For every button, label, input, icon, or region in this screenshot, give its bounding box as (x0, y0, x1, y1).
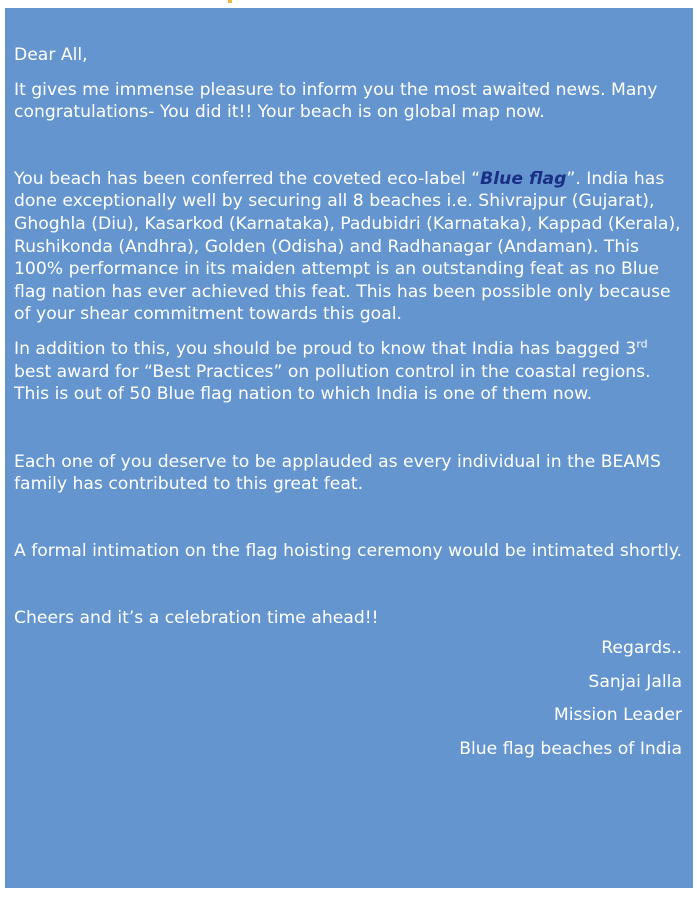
paragraph-announcement: It gives me immense pleasure to inform you the most awaited news. Many congratulations- You did it!! Your beach is on global map now. (14, 79, 658, 123)
greeting: Dear All, (14, 45, 88, 65)
signature-closing: Regards.. (601, 638, 682, 659)
paragraph-cheers: Cheers and it’s a celebration time ahead!! (14, 607, 379, 628)
best-practices-text-after: best award for “Best Practices” on pollution control in the coastal regions. This is out of 50 Blue flag nation to which India is one of them now. (14, 361, 651, 405)
signature-role: Mission Leader (553, 705, 682, 726)
paragraph-applause: Each one of you deserve to be applauded as every individual in the BEAMS family has contributed to this great feat. (14, 451, 661, 495)
eco-label-text-before: You beach has been conferred the coveted eco-label “ (14, 168, 481, 189)
ordinal-suffix: rd (636, 337, 648, 351)
paragraph-ceremony: A formal intimation on the flag hoisting ceremony would be intimated shortly. (14, 540, 683, 561)
signature-name: Sanjai Jalla (588, 671, 682, 692)
blue-flag-term: Blue flag (480, 168, 567, 189)
top-accent-mark (228, 0, 232, 3)
signature-block (14, 637, 685, 760)
eco-label-text-after: ”. India has done exceptionally well by securing all 8 beaches i.e. Shivrajpur (Gujarat), Ghoghla (Diu), Kasarkod (Karnataka), Padubidri (Karnataka), Kappad (Kerala), Rushikonda (Andhra), Golden (Odisha) and Radhanagar (Andaman). This 100% performance in its maiden attempt is an outstanding feat as no Blue flag nation has ever achieved this feat. This has been possible only because of your shear commitment towards this goal. (14, 168, 681, 325)
letter-body (5, 8, 693, 888)
best-practices-text-before: In addition to this, you should be proud to know that India has bagged 3 (14, 338, 637, 359)
paragraph-eco-label (14, 168, 685, 326)
signature-organization: Blue flag beaches of India (459, 738, 682, 759)
paragraph-best-practices (14, 338, 685, 406)
